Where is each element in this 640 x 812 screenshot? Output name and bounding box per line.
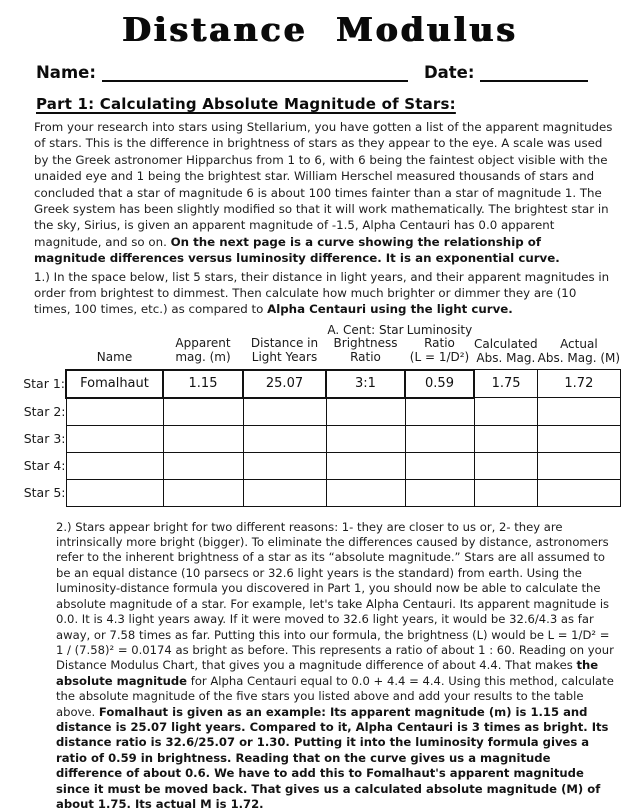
table-cell-luminosity-ratio [405, 452, 474, 479]
table-cell-luminosity-ratio [405, 425, 474, 452]
table-cell-distance: 25.07 [243, 370, 326, 398]
table-cell-name [66, 479, 163, 506]
header-spacer [8, 324, 66, 370]
date-blank-line [480, 64, 588, 82]
header-line: Calculated [474, 336, 538, 351]
header-line: Actual [560, 336, 598, 351]
header-line: Apparent [175, 336, 231, 351]
name-label: Name: [36, 63, 96, 82]
table-cell-name [66, 425, 163, 452]
item2-paragraph [56, 520, 616, 812]
item1-text-bold: Alpha Centauri using the light curve. [267, 302, 513, 317]
table-cell-apparent-mag [163, 479, 243, 506]
table-cell-luminosity-ratio [405, 398, 474, 426]
header-line: Distance in [250, 336, 319, 351]
column-header-apparent-mag [163, 324, 243, 370]
row-label-star-2: Star 2: [23, 403, 66, 419]
part1-heading: Part 1: Calculating Absolute Magnitude of Stars: [36, 95, 456, 113]
name-blank-line [102, 64, 408, 82]
table-cell-actual-abs-mag [538, 479, 620, 506]
header-line: Ratio [424, 336, 455, 351]
header-line: Luminosity [406, 322, 473, 337]
table-cell-calculated-abs-mag [474, 479, 538, 506]
header-line: Name [96, 350, 133, 365]
row-label-star-4: Star 4: [23, 458, 66, 474]
table-cell-apparent-mag [163, 425, 243, 452]
table-cell-actual-abs-mag [538, 452, 620, 479]
star-data-table [8, 324, 621, 507]
table-cell-brightness-ratio [326, 452, 405, 479]
item2-text-bold-1: the absolute magnitude [56, 658, 599, 688]
intro-paragraph [34, 119, 614, 267]
table-cell-distance [243, 425, 326, 452]
column-header-luminosity-ratio [405, 324, 474, 370]
table-cell-apparent-mag [163, 398, 243, 426]
column-header-actual-abs-mag [538, 324, 620, 370]
name-date-row [36, 63, 626, 82]
item2-example-bold: Fomalhaut is given as an example: Its apparent magnitude (m) is 1.15 and distance is 25.07 light years. Compared to it, Alpha Centauri is 3 times as bright. Its distance ratio is 32.6/25.07 or 1.30. Putting it into the luminosity formula gives a ratio of 0.59 in brightness. Reading that on the curve gives us a magnitude difference of about 0.6. We have to add this to Fomalhaut's apparent magnitude since it must be moved back. That gives us a calculated absolute magnitude (M) of about 1.75. Its actual M is 1.72. [56, 704, 609, 811]
column-header-brightness-ratio [326, 324, 405, 370]
table-cell-brightness-ratio [326, 398, 405, 426]
intro-text: From your research into stars using Stellarium, you have gotten a list of the apparent magnitudes of stars. This is the difference in brightness of stars as they appear to the eye. A scale was used by the Greek astronomer Hipparchus from 1 to 6, with 6 being the faintest object visible with the unaided eye and 1 being the brightest star. William Herschel measured thousands of stars and concluded that a star of magnitude 6 is about 100 times fainter than a star of magnitude 1. The Greek system has been slightly modified so that it will work mathematically. The brightest star in the sky, Sirius, is given an apparent magnitude of -1.5, Alpha Centauri has 0.0 apparent magnitude, and so on. [34, 120, 613, 249]
table-cell-actual-abs-mag [538, 425, 620, 452]
column-header-name [66, 324, 163, 370]
header-line: Abs. Mag. [476, 350, 536, 365]
header-line: Ratio [350, 350, 381, 365]
table-cell-name: Fomalhaut [66, 370, 163, 398]
row-label-star-1: Star 1: [23, 376, 65, 392]
header-line: Light Years [251, 350, 318, 365]
item2-text-2: for Alpha Centauri equal to 0.0 + 4.4 = 4.4. Using this method, calculate the absolute magnitude of the five stars you listed above and add your results to the table above. [56, 673, 614, 719]
item1-text: 1.) In the space below, list 5 stars, their distance in light years, and their apparent magnitudes in order from brightest to dimmest. Then calculate how much brighter or dimmer they are (10 times, 100 times, etc.) as compared to [34, 269, 610, 317]
table-cell-name [66, 398, 163, 426]
item2-text: 2.) Stars appear bright for two different reasons: 1- they are closer to us or, 2- they are intrinsically more bright (bigger). To eliminate the differences caused by distance, astronomers refer to the inherent brightness of a star as its “absolute magnitude.” Stars are all assumed to be an equal distance (10 parsecs or 32.6 light years is the standard) from earth. Using the luminosity-distance formula you discovered in Part 1, you should now be able to calculate the absolute magnitude of a star. For example, let's take Alpha Centauri. Its apparent magnitude is 0.0. It is 4.3 light years away. If it were moved to 32.6 light years, it would be 32.6/4.3 as far away, or 7.58 times as far. Putting this into our formula, the brightness (L) would be L = 1/D² = 1 / (7.58)² = 0.0174 as bright as before. This represents a ratio of about 1 : 60. Reading on your Distance Modulus Chart, that gives you a magnitude difference of about 4.4. That makes [56, 519, 614, 673]
table-cell-distance [243, 398, 326, 426]
table-cell-luminosity-ratio [405, 479, 474, 506]
table-cell-brightness-ratio: 3:1 [326, 370, 405, 398]
table-header-row [8, 324, 620, 370]
table-cell-apparent-mag [163, 452, 243, 479]
header-line: Abs. Mag. (M) [537, 350, 621, 365]
header-line: (L = 1/D²) [409, 350, 470, 365]
table-row-star-5 [8, 479, 620, 506]
header-line: mag. (m) [175, 350, 231, 365]
table-row-star-2 [8, 398, 620, 426]
table-cell-calculated-abs-mag [474, 452, 538, 479]
table-cell-brightness-ratio [326, 479, 405, 506]
table-cell-distance [243, 479, 326, 506]
table-cell-luminosity-ratio: 0.59 [405, 370, 474, 398]
date-label: Date: [423, 63, 475, 82]
table-cell-actual-abs-mag [538, 398, 620, 426]
item1-paragraph [34, 269, 614, 318]
table-row-star-4 [8, 452, 620, 479]
row-label-star-5: Star 5: [23, 485, 66, 501]
table-row-star-1 [8, 370, 620, 398]
page-title: Distance Modulus [122, 10, 518, 49]
table-cell-distance [243, 452, 326, 479]
column-header-distance [243, 324, 326, 370]
table-row-star-3 [8, 425, 620, 452]
header-line: A. Cent: Star [327, 322, 404, 337]
column-header-calculated-abs-mag [474, 324, 538, 370]
table-cell-apparent-mag: 1.15 [163, 370, 243, 398]
table-cell-name [66, 452, 163, 479]
table-cell-calculated-abs-mag [474, 398, 538, 426]
table-cell-calculated-abs-mag: 1.75 [474, 370, 538, 398]
table-cell-brightness-ratio [326, 425, 405, 452]
row-label-star-3: Star 3: [23, 431, 66, 447]
table-cell-actual-abs-mag: 1.72 [538, 370, 620, 398]
table-cell-calculated-abs-mag [474, 425, 538, 452]
header-line: Brightness [333, 336, 398, 351]
intro-text-bold: On the next page is a curve showing the relationship of magnitude differences versus luminosity difference. It is an exponential curve. [34, 234, 560, 266]
